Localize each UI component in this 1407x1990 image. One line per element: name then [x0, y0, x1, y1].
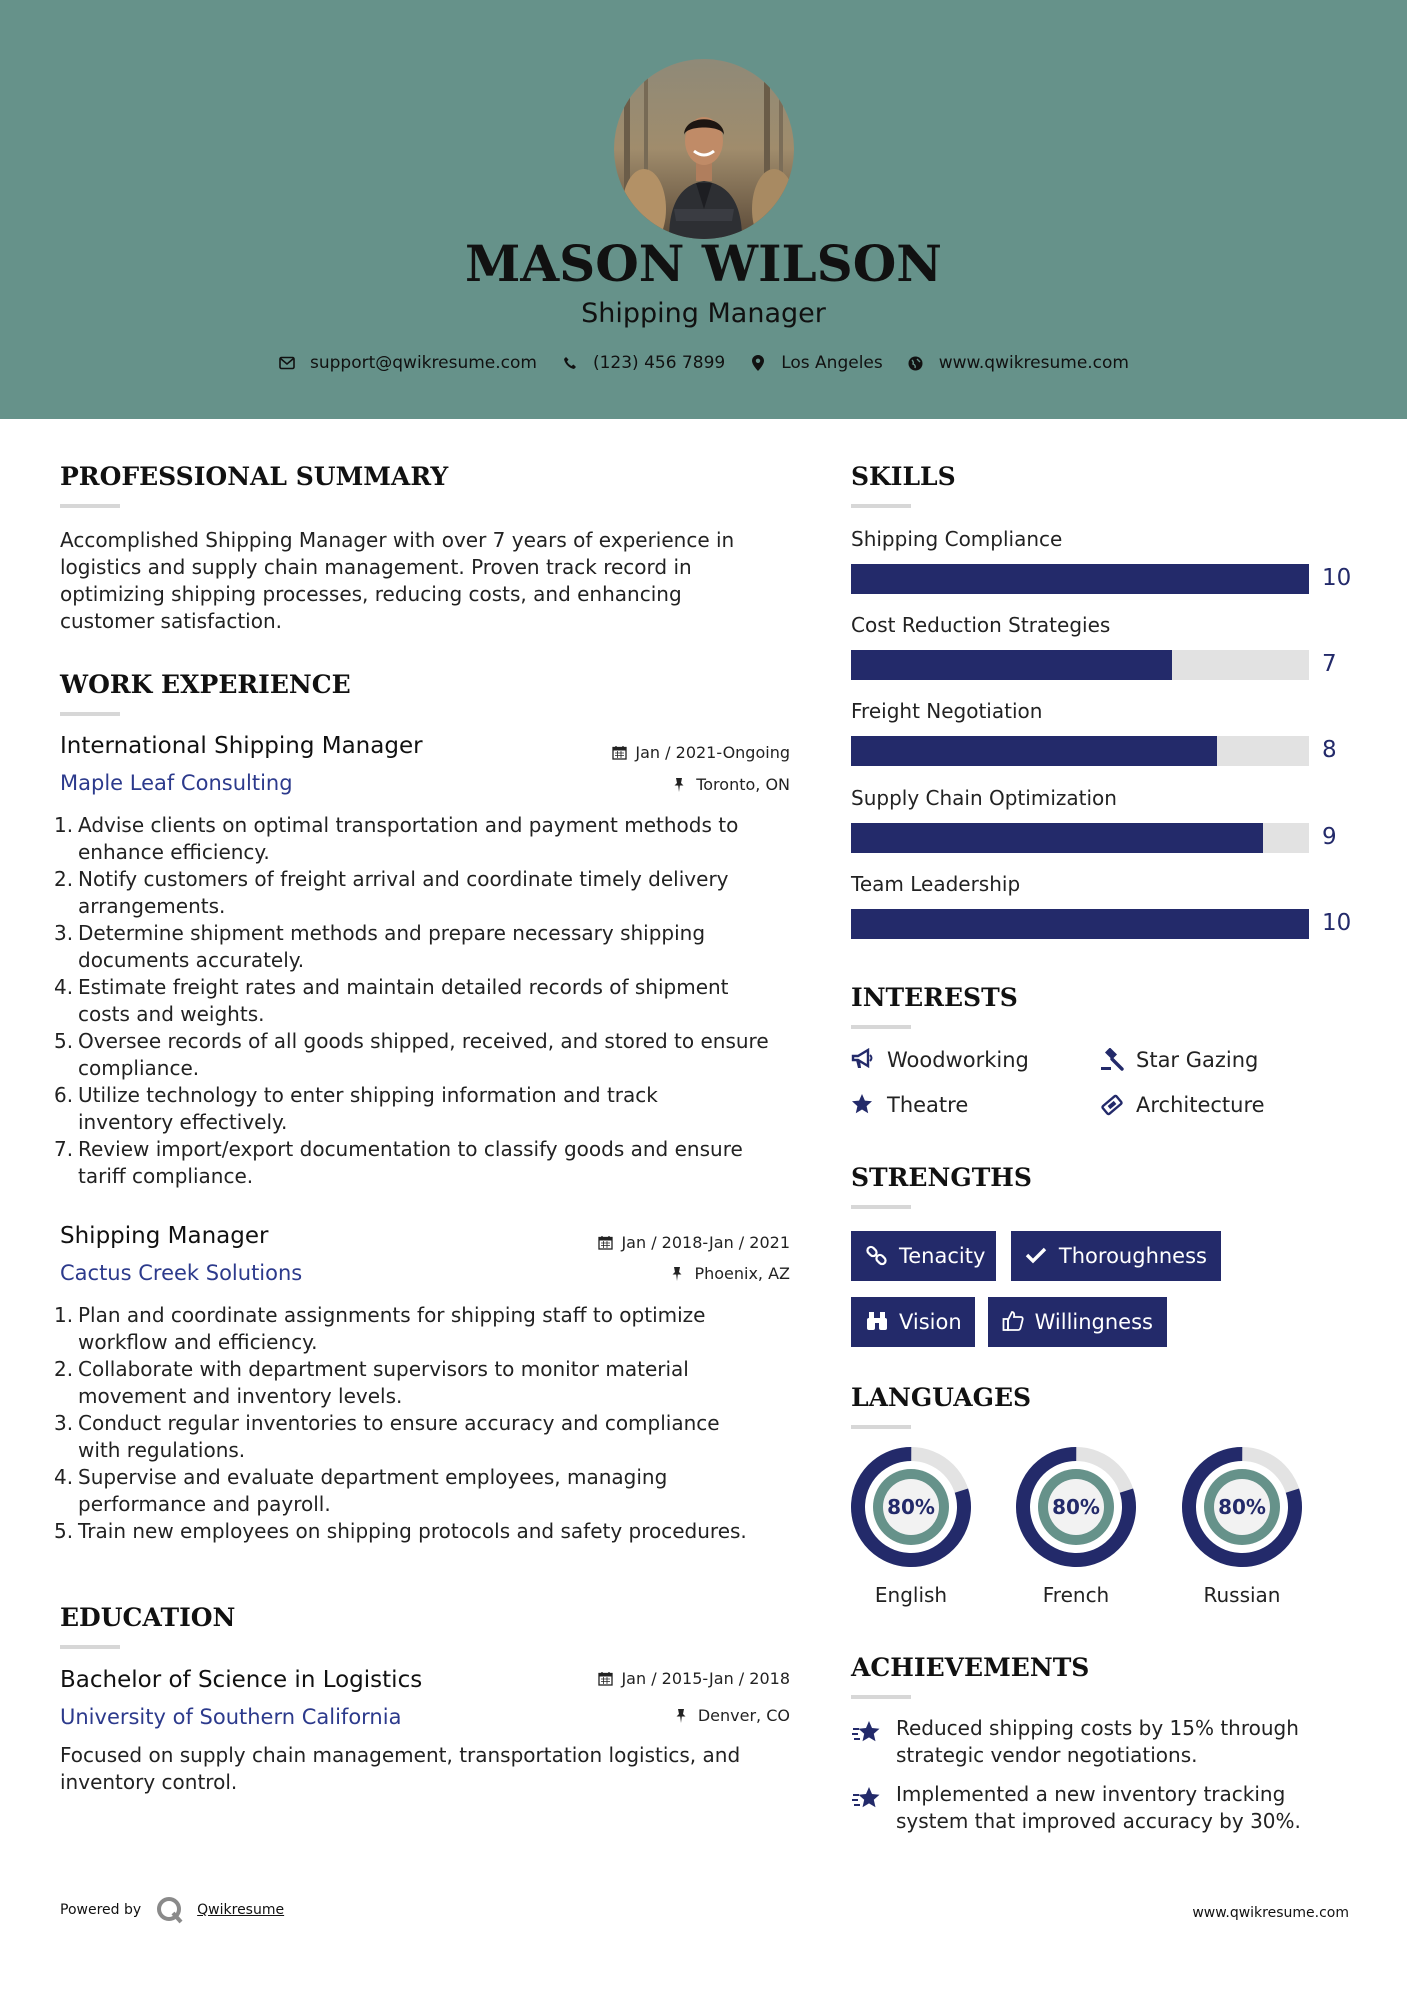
job-location [560, 1264, 790, 1283]
powered-by-text: Powered by [60, 1902, 142, 1918]
calendar-icon [598, 1235, 614, 1251]
skill-bar-fill [851, 736, 1217, 766]
skill-bar-fill [851, 909, 1309, 939]
header-banner [0, 0, 1407, 419]
list-item: 3. Conduct regular inventories to ensure accuracy and compliance with regulations. [54, 1411, 720, 1462]
education-heading: EDUCATION [60, 1603, 236, 1632]
education-heading-rule [60, 1645, 120, 1649]
job-dates-text: Jan / 2018-Jan / 2021 [621, 1233, 790, 1252]
list-item: 1. Plan and coordinate assignments for shipping staff to optimize workflow and efficiency. [54, 1303, 706, 1354]
megaphone-icon [851, 1048, 875, 1072]
skill-label: Cost Reduction Strategies [851, 613, 1111, 637]
interest-item: Architecture [1100, 1093, 1265, 1117]
achievements-heading-rule [851, 1695, 911, 1699]
skills-heading-rule [851, 504, 911, 508]
job-title: International Shipping Manager [60, 733, 423, 759]
strength-badge: Willingness [988, 1297, 1167, 1347]
job-location [560, 775, 790, 794]
candidate-role: Shipping Manager [581, 298, 826, 329]
achievements-heading: ACHIEVEMENTS [851, 1653, 1090, 1682]
degree-title: Bachelor of Science in Logistics [60, 1667, 423, 1693]
globe-icon [907, 354, 925, 372]
languages-heading-rule [851, 1425, 911, 1429]
strength-badge: Vision [851, 1297, 975, 1347]
qwikresume-logo-icon [155, 1895, 185, 1925]
contact-website[interactable] [907, 353, 1129, 373]
interest-item: Woodworking [851, 1048, 1029, 1072]
contact-location-text: Los Angeles [781, 353, 883, 373]
strengths-heading-rule [851, 1205, 911, 1209]
binoculars-icon [865, 1310, 889, 1334]
summary-text [60, 527, 800, 635]
language-percent: 80% [1218, 1495, 1266, 1519]
brand-link[interactable]: Qwikresume [197, 1902, 285, 1918]
experience-heading-rule [60, 712, 120, 716]
phone-icon [561, 354, 579, 372]
profile-photo [614, 59, 794, 239]
language-ring [850, 1446, 972, 1568]
list-item: 4. Supervise and evaluate department employees, managing performance and payroll. [54, 1465, 668, 1516]
skill-bar [851, 909, 1309, 939]
strength-badge: Thoroughness [1011, 1231, 1221, 1281]
education-location-text: Denver, CO [697, 1706, 790, 1725]
list-item: 2. Collaborate with department supervisors to monitor material movement and inventory levels. [54, 1357, 689, 1408]
skills-heading: SKILLS [851, 462, 956, 491]
skill-value: 10 [1322, 910, 1352, 936]
contact-email[interactable] [278, 353, 537, 373]
skill-bar [851, 564, 1309, 594]
list-item: 4. Estimate freight rates and maintain detailed records of shipment costs and weights. [54, 975, 729, 1026]
summary-line: optimizing shipping processes, reducing costs, and enhancing [60, 582, 682, 606]
gavel-icon [1100, 1048, 1124, 1072]
job-location-text: Phoenix, AZ [694, 1264, 790, 1283]
language-percent: 80% [887, 1495, 935, 1519]
summary-line: customer satisfaction. [60, 609, 282, 633]
footer-website[interactable]: www.qwikresume.com [1192, 1905, 1349, 1921]
list-item: 6. Utilize technology to enter shipping information and track inventory effectively. [54, 1083, 658, 1134]
skill-value: 7 [1322, 651, 1337, 677]
calendar-icon [612, 745, 628, 761]
job-duties-list [54, 812, 805, 1190]
achievement-star-icon [851, 1785, 885, 1815]
list-item: 2. Notify customers of freight arrival and coordinate timely delivery arrangements. [54, 867, 729, 918]
map-marker-icon [749, 354, 767, 372]
school-name: University of Southern California [60, 1705, 402, 1729]
education-dates [560, 1669, 790, 1688]
contact-website-text: www.qwikresume.com [938, 353, 1129, 373]
list-item: 5. Oversee records of all goods shipped, received, and stored to ensure compliance. [54, 1029, 769, 1080]
pin-icon [673, 777, 689, 793]
skill-value: 10 [1322, 565, 1352, 591]
job-location-text: Toronto, ON [696, 775, 790, 794]
education-description: Focused on supply chain management, transportation logistics, and inventory control. [60, 1743, 741, 1794]
skill-label: Shipping Compliance [851, 527, 1063, 551]
achievement-item: Implemented a new inventory tracking system that improved accuracy by 30%. [896, 1782, 1301, 1833]
job-duties-list [54, 1302, 805, 1545]
skill-bar [851, 823, 1309, 853]
achievement-item: Reduced shipping costs by 15% through strategic vendor negotiations. [896, 1716, 1299, 1767]
education-location [560, 1706, 790, 1725]
skill-bar [851, 650, 1309, 680]
calendar-icon [598, 1671, 614, 1687]
contact-location [749, 353, 883, 373]
pin-icon [671, 1266, 687, 1282]
achievement-star-icon [851, 1719, 885, 1749]
powered-by [60, 1895, 284, 1925]
job-dates-text: Jan / 2021-Ongoing [635, 743, 790, 762]
summary-heading-rule [60, 504, 120, 508]
contact-bar [0, 353, 1407, 373]
education-dates-text: Jan / 2015-Jan / 2018 [621, 1669, 790, 1688]
language-name: Russian [1203, 1583, 1281, 1607]
job-dates [560, 743, 790, 762]
thumbs-up-icon [1002, 1310, 1025, 1334]
check-icon [1025, 1244, 1049, 1268]
link-icon [865, 1244, 889, 1268]
company-name: Maple Leaf Consulting [60, 771, 293, 795]
skill-label: Team Leadership [851, 872, 1021, 896]
skill-bar-fill [851, 823, 1263, 853]
job-dates [560, 1233, 790, 1252]
list-item: 5. Train new employees on shipping protocols and safety procedures. [54, 1519, 747, 1543]
interests-heading-rule [851, 1025, 911, 1029]
interests-heading: INTERESTS [851, 983, 1018, 1012]
interest-item: Theatre [851, 1093, 968, 1117]
skill-label: Supply Chain Optimization [851, 786, 1117, 810]
skill-bar-fill [851, 564, 1309, 594]
interest-item: Star Gazing [1100, 1048, 1258, 1072]
language-percent: 80% [1052, 1495, 1100, 1519]
list-item: 1. Advise clients on optimal transportation and payment methods to enhance efficiency. [54, 813, 739, 864]
language-ring [1015, 1446, 1137, 1568]
list-item: 7. Review import/export documentation to classify goods and ensure tariff compliance. [54, 1137, 743, 1188]
strengths-heading: STRENGTHS [851, 1163, 1032, 1192]
skill-bar-fill [851, 650, 1172, 680]
envelope-icon [278, 354, 296, 372]
list-item: 3. Determine shipment methods and prepare necessary shipping documents accurately. [54, 921, 706, 972]
skill-value: 8 [1322, 737, 1337, 763]
language-name: English [874, 1583, 948, 1607]
summary-line: Accomplished Shipping Manager with over 7 years of experience in [60, 528, 735, 552]
language-ring [1181, 1446, 1303, 1568]
candidate-name: MASON WILSON [465, 234, 942, 293]
skill-bar [851, 736, 1309, 766]
contact-email-text: support@qwikresume.com [310, 353, 537, 373]
summary-line: logistics and supply chain management. Proven track record in [60, 555, 692, 579]
contact-phone-text: (123) 456 7899 [592, 353, 726, 373]
star-icon [851, 1093, 875, 1117]
strength-badge: Tenacity [851, 1231, 996, 1281]
contact-phone[interactable] [561, 353, 725, 373]
language-name: French [1042, 1583, 1110, 1607]
ticket-icon [1100, 1093, 1124, 1117]
skill-label: Freight Negotiation [851, 699, 1043, 723]
summary-heading: PROFESSIONAL SUMMARY [60, 462, 449, 491]
job-title: Shipping Manager [60, 1223, 269, 1249]
skill-value: 9 [1322, 824, 1337, 850]
pin-icon [675, 1708, 691, 1724]
company-name: Cactus Creek Solutions [60, 1261, 303, 1285]
languages-heading: LANGUAGES [851, 1383, 1032, 1412]
experience-heading: WORK EXPERIENCE [60, 670, 351, 699]
